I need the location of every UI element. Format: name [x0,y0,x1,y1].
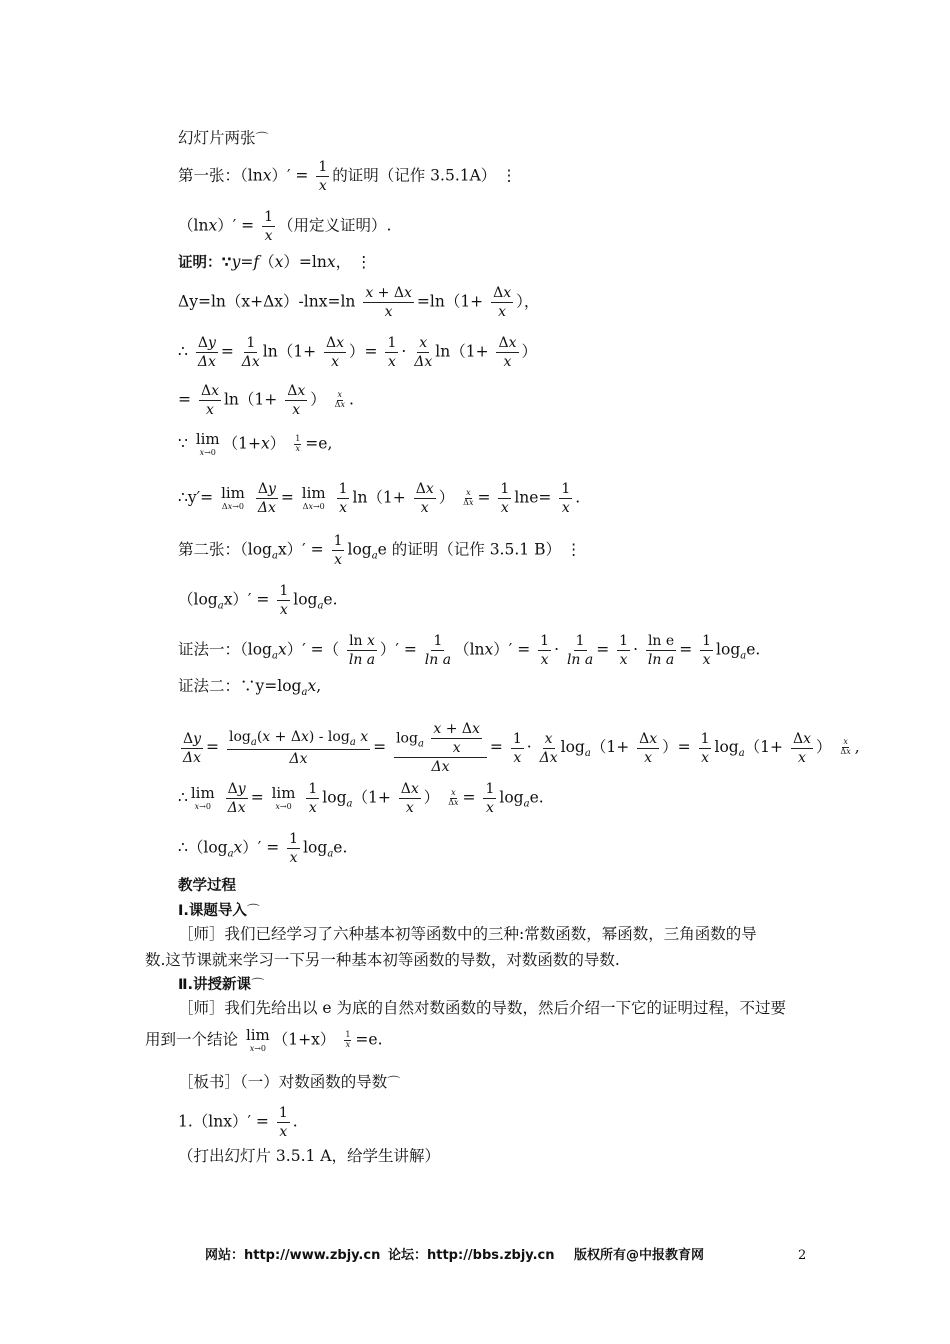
teaching-process-heading: 教学过程 [178,878,236,894]
log-derivative-formula: $(\log_ax)'$ = $\frac{1}{x}$ $\log_ae$. [178,583,338,618]
board-heading: ［板书］（一）对数函数的导数⌒ [178,1073,401,1091]
method-two-limit: ∴ lim x→0 $\frac{\Delta y}{\Delta x}$ = lim x→0 $\frac{1}{x}$ $\log_a(1+$ $\frac{\Delta x}{x}$ ） $\frac{x}{\Delta x}$ = $\frac{1}{x}$ $\log_ae$. [178,781,544,816]
y-prime-line: ∴y′= lim Δx→0 $\frac{\Delta y}{\Delta x}$ = lim Δx→0 $\frac{1}{x}$ ln（1+ $\frac{\Delta x}{x}$ ） $\frac{x}{\Delta x}$ = $\frac{1}{x}$ lne= $\frac{1}{x}$ . [178,481,581,516]
page-number: 2 [798,1248,807,1263]
footer-copyright: 版权所有@中报教育网 [574,1248,705,1263]
method-one: 证法一：$(\log_ax)'$ =（ $\frac{\text{ln x}}{\text{ln a}}$ ）′ = $\frac{1}{\text{ln a}}$ （lnx）′ = $\frac{1}{x}$ · $\frac{1}{\text{ln a}}$ = $\frac{1}{x}$ · $\frac{\text{ln e}}{\text{ln a}}$ = $\frac{1}{x}$ $\log_ae$. [178,633,761,668]
slide-one-title: 第一张：（lnx）′ = $\frac{1}{x}$ 的证明（记作 3.5.1A） ⋮ [178,159,517,194]
limit-e-line: ∵ lim x→0 （1+x） $\frac{1}{x}$ =e, [178,430,333,457]
proof-heading: 证明：∵y=f（x）=lnx， ⋮ [178,253,372,271]
board-formula: 1.（lnx）′ = $\frac{1}{x}$ . [178,1105,298,1140]
ratio-line: ∴ $\frac{\Delta y}{\Delta x}$ = $\frac{1}{\Delta x}$ ln（1+ $\frac{\Delta x}{x}$ ）= $\frac{1}{x}$ · $\frac{x}{\Delta x}$ ln（1+ $\frac{\Delta x}{x}$ ） [178,335,538,370]
method-two-result: $\therefore(\log_ax)'$ = $\frac{1}{x}$ $\log_ae$. [178,831,348,866]
method-two: 证法二：$\because y=\log_ax$, [178,677,322,699]
footer-site: 网站：http://www.zbjy.cn [205,1248,381,1263]
paragraph-2a: ［师］我们先给出以 e 为底的自然对数函数的导数，然后介绍一下它的证明过程，不过要 [178,999,787,1017]
slide-two-title: 第二张：$(\log_ax)'$ = $\frac{1}{x}$ $\log_ae$ 的证明（记作 3.5.1 B） ⋮ [178,533,582,568]
paragraph-2b: 用到一个结论 lim x→0 （1+x） $\frac{1}{x}$ =e. [145,1026,383,1053]
slides-intro: 幻灯片两张⌒ [178,129,269,147]
footer-forum: 论坛：http://bbs.zbjy.cn [388,1248,555,1263]
ratio-line-2: = $\frac{\Delta x}{x}$ ln（1+ $\frac{\Delta x}{x}$ ） $\frac{x}{\Delta x}$ . [178,383,354,418]
paragraph-1b: 数.这节课就来学习一下另一种基本初等函数的导数，对数函数的导数. [145,951,620,969]
section-one-heading: Ⅰ.课题导入⌒ [178,903,260,919]
method-two-ratio: $\frac{\Delta y}{\Delta x}$ = $\frac{\log_a(x + \Delta x) - \log_a x}{\Delta x}$ = $\log_a$ $\frac{x + \Delta x}{x}$ Δx = $\frac{1}{x}$ · $\frac{x}{\Delta x}$ $\log_a(1+$ $\frac{\Delta x}{x}$ ）= $\frac{1}{x}$ $\log_a(1+$ $\frac{\Delta x}{x}$ ） $\frac{x}{\Delta x}$ , [183,721,860,775]
ln-derivative-formula: （lnx）′ = $\frac{1}{x}$ （用定义证明）. [178,209,392,244]
section-two-heading: Ⅱ.讲授新课⌒ [178,977,265,993]
delta-y-line: Δy=ln（x+Δx）-lnx=ln $\frac{x + \Delta x}{x}$ =ln（1+ $\frac{\Delta x}{x}$ ）， [178,285,540,320]
paragraph-1a: ［师］我们已经学习了六种基本初等函数中的三种:常数函数，幂函数，三角函数的导 [178,925,757,943]
slide-note: （打出幻灯片 3.5.1 A，给学生讲解） [178,1147,440,1165]
